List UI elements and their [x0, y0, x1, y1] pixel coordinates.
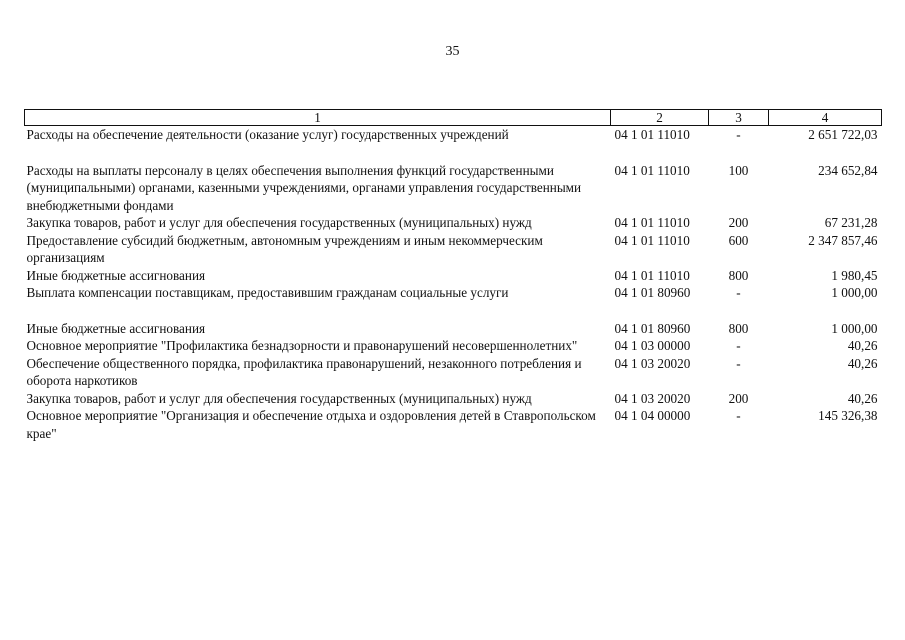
- budget-table: [24, 109, 882, 442]
- row-amount: 40,26: [847, 338, 878, 353]
- table-header-row: [25, 110, 882, 126]
- table-row: [25, 355, 882, 390]
- row-amount: 67 231,28: [824, 215, 878, 230]
- row-code: 04 1 01 11010: [614, 232, 690, 248]
- table-row: [25, 407, 882, 442]
- row-code: 04 1 01 80960: [614, 320, 691, 336]
- row-type: -: [736, 338, 741, 353]
- row-code: 04 1 01 80960: [614, 285, 691, 300]
- row-amount: 40,26: [847, 355, 878, 371]
- row-name: Обеспечение общественного порядка, профилактика правонарушений, незаконного потребления и оборота наркотиков: [26, 355, 582, 388]
- row-code: 04 1 01 11010: [614, 127, 690, 142]
- row-name: Иные бюджетные ассигнования: [26, 320, 206, 336]
- table-row: [25, 214, 882, 232]
- page-number: 35: [445, 44, 460, 59]
- row-type: -: [736, 285, 741, 300]
- row-name: Расходы на обеспечение деятельности (оказание услуг) государственных учреждений: [26, 127, 509, 142]
- row-code: 04 1 03 20020: [614, 355, 691, 371]
- row-amount: 1 000,00: [831, 285, 878, 300]
- row-amount: 1 000,00: [831, 320, 878, 336]
- table-row: [25, 267, 882, 285]
- row-type: 200: [728, 390, 749, 406]
- header-col-4: 4: [769, 110, 882, 126]
- row-type: 600: [728, 232, 749, 248]
- row-name: Предоставление субсидий бюджетным, автономным учреждениям и иным некоммерческим организациям: [26, 232, 543, 265]
- table-row: [25, 232, 882, 267]
- row-code: 04 1 01 11010: [614, 267, 690, 283]
- row-code: 04 1 03 20020: [614, 390, 691, 406]
- table-row: [25, 390, 882, 408]
- row-amount: 1 980,45: [831, 267, 878, 283]
- row-code: 04 1 04 00000: [614, 408, 691, 423]
- spacer-row: [25, 302, 882, 320]
- table-row: [25, 337, 882, 355]
- row-amount: 2 347 857,46: [808, 232, 878, 248]
- table-row: [25, 320, 882, 338]
- row-amount: 40,26: [847, 390, 878, 406]
- row-name: Выплата компенсации поставщикам, предоставившим гражданам социальные услуги: [26, 285, 509, 300]
- row-name: Основное мероприятие "Профилактика безнадзорности и правонарушений несовершеннолетних": [26, 338, 578, 353]
- row-name: Иные бюджетные ассигнования: [26, 267, 206, 283]
- header-col-1: 1: [25, 110, 611, 126]
- table-row: [25, 126, 882, 144]
- row-type: 100: [728, 162, 749, 178]
- row-type: -: [736, 355, 741, 371]
- spacer-row: [25, 144, 882, 162]
- row-name: Закупка товаров, работ и услуг для обеспечения государственных (муниципальных) нужд: [26, 390, 532, 406]
- header-col-3: 3: [709, 110, 769, 126]
- row-name: Закупка товаров, работ и услуг для обеспечения государственных (муниципальных) нужд: [26, 215, 532, 230]
- row-amount: 2 651 722,03: [808, 127, 878, 142]
- row-type: 800: [728, 267, 749, 283]
- row-code: 04 1 01 11010: [614, 215, 690, 230]
- row-name: Основное мероприятие "Организация и обеспечение отдыха и оздоровления детей в Ставропольском крае": [26, 408, 596, 441]
- row-amount: 145 326,38: [818, 408, 878, 423]
- row-code: 04 1 01 11010: [614, 162, 690, 178]
- header-col-2: 2: [611, 110, 709, 126]
- row-type: 200: [728, 215, 749, 230]
- row-code: 04 1 03 00000: [614, 338, 691, 353]
- row-name: Расходы на выплаты персоналу в целях обеспечения выполнения функций государственными (муниципальными) органами, казенными учреждениями, органами управления государственными внебюджетными фондами: [26, 162, 582, 213]
- row-type: -: [736, 127, 741, 142]
- row-type: -: [736, 408, 741, 423]
- row-amount: 234 652,84: [818, 162, 878, 178]
- table-row: [25, 284, 882, 302]
- table-row: [25, 162, 882, 215]
- row-type: 800: [728, 320, 749, 336]
